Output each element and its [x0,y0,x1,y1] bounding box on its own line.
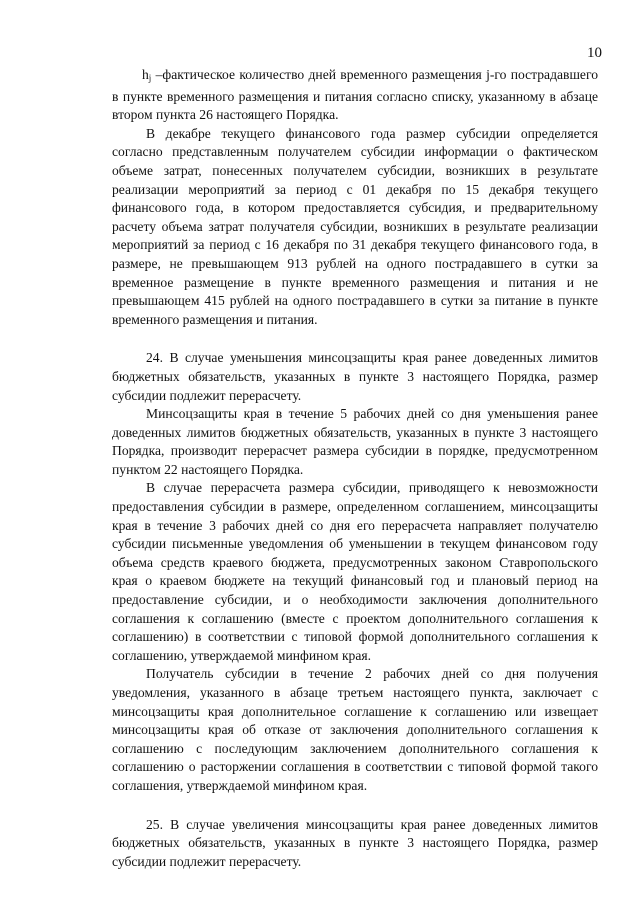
document-body [112,66,598,871]
symbol-subscript-j: j [148,73,152,83]
paragraph-item-24-recipient: Получатель субсидии в течение 2 рабочих дней со дня получения уведомления, указанного в абзаце третьем настоящего пункта, заключает с минсоцзащиты края дополнительное соглашение к соглашению или извещает минсоцзащиты края об отказе от заключения дополнительного соглашения к соглашению с последующим заключением дополнительного соглашения к соглашению о расторжении соглашения в соответствии с типовой формой такого соглашения, утверждаемой минфином края. [112,666,598,793]
paragraph-december-calc: В декабре текущего финансового года размер субсидии определяется согласно представленным получателем субсидии информации о фактическом объеме затрат, понесенных получателем субсидии, возникших в результате реализации мероприятий за период с 01 декабря по 15 декабря текущего финансового года, в котором предоставляется субсидия, и предварительному расчету объема затрат получателя субсидии, возникших в результате реализации мероприятий за период с 16 декабря по 31 декабря текущего финансового года, в размере, не превышающем 913 рублей на одного пострадавшего в сутки за временное размещение в пункте временного размещения и питания и не превышающем 415 рублей на одного пострадавшего в сутки за питание в пункте временного размещения и питания. [112,125,598,327]
paragraph-text: –фактическое количество дней временного размещения j-го пострадавшего в пункте временного размещения и питания согласно списку, указанному в абзаце втором пункта 26 настоящего Порядка. [112,67,598,123]
paragraph-hj-definition [112,66,598,125]
paragraph-item-24: 24. В случае уменьшения минсоцзащиты края ранее доведенных лимитов бюджетных обязательств, указанных в пункте 3 настоящего Порядка, размер субсидии подлежит перерасчету. [112,350,598,403]
paragraph-item-25: 25. В случае увеличения минсоцзащиты края ранее доведенных лимитов бюджетных обязательств, указанных в пункте 3 настоящего Порядка, размер субсидии подлежит перерасчету. [112,816,598,869]
paragraph-item-24-notice: В случае перерасчета размера субсидии, приводящего к невозможности предоставления субсидии в размере, определенном соглашением, минсоцзащиты края в течение 3 рабочих дней со дня его перерасчета направляет получателю субсидии письменные уведомления об уменьшении в текущем финансовом году объема средств краевого бюджета, предусмотренных законом Ставропольского края о краевом бюджете на текущий финансовый год и плановый период на предоставление субсидии, и о необходимости заключения дополнительного соглашения к соглашению (вместе с проектом дополнительного соглашения к соглашению) в соответствии с типовой формой дополнительного соглашения к соглашению, утверждаемой минфином края. [112,480,598,663]
page-number: 10 [587,45,602,61]
paragraph-item-24-recalc: Минсоцзащиты края в течение 5 рабочих дней со дня уменьшения ранее доведенных лимитов бюджетных обязательств, указанных в пункте 3 настоящего Порядка, производит перерасчет размера субсидии в порядке, предусмотренном пунктом 22 настоящего Порядка. [112,406,598,477]
symbol-h: h [142,67,149,82]
